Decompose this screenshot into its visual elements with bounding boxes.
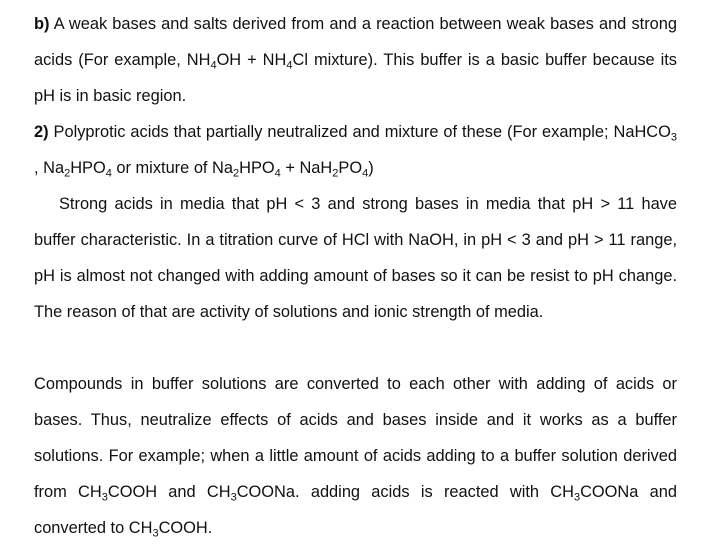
subscript: 4 [274, 167, 281, 180]
item-marker-b: b) [34, 15, 50, 33]
subscript: 4 [286, 59, 293, 72]
text-run: Compounds in buffer solutions are converted to each other with adding of acids or bases. Thus, neutralize effects of acids and bases inside and it works as a buffer solutions. For example; when a little amount of acids adding to a buffer solution derived from CH [34, 375, 677, 501]
text-run: COONa and converted to CH [34, 483, 677, 537]
paragraph-polyprotic-acids [34, 114, 677, 186]
text-run: HPO [70, 159, 106, 177]
subscript: 4 [210, 59, 217, 72]
item-marker-2: 2) [34, 123, 49, 141]
subscript: 2 [233, 167, 240, 180]
text-run: COOH. [158, 519, 213, 537]
paragraph-strong-acids-bases: Strong acids in media that pH < 3 and strong bases in media that pH > 11 have buffer characteristic. In a titration curve of HCl with NaOH, in pH < 3 and pH > 11 range, pH is almost not changed with adding amount of bases so it can be resist to pH change. The reason of that are activity of solutions and ionic strength of media. [34, 195, 677, 321]
text-run: Cl mixture). This buffer is a basic buffer because its pH is in basic region. [34, 51, 677, 105]
subscript: 3 [101, 491, 108, 504]
text-run: HPO [239, 159, 275, 177]
subscript: 2 [332, 167, 339, 180]
text-run: COOH and CH [107, 483, 231, 501]
text-run: , Na [34, 159, 65, 177]
subscript: 4 [105, 167, 112, 180]
text-run: + NaH [280, 159, 333, 177]
subscript: 3 [573, 491, 581, 504]
text-run: OH + NH [216, 51, 287, 69]
paragraph-weak-base-buffer [34, 6, 677, 114]
text-run: or mixture of Na [111, 159, 233, 177]
subscript: 2 [64, 167, 71, 180]
text-run: COONa. adding acids is reacted with CH [236, 483, 574, 501]
text-run: ) [368, 159, 374, 177]
subscript: 4 [362, 167, 369, 180]
text-run: PO [338, 159, 363, 177]
subscript: 3 [152, 527, 159, 540]
subscript: 3 [670, 131, 677, 144]
text-run: A weak bases and salts derived from and a reaction between weak bases and strong acids (For example, NH [34, 15, 677, 69]
paragraph-buffer-compounds [34, 366, 677, 546]
text-run: Polyprotic acids that partially neutralized and mixture of these (For example; NaHCO [48, 123, 671, 141]
subscript: 3 [230, 491, 237, 504]
